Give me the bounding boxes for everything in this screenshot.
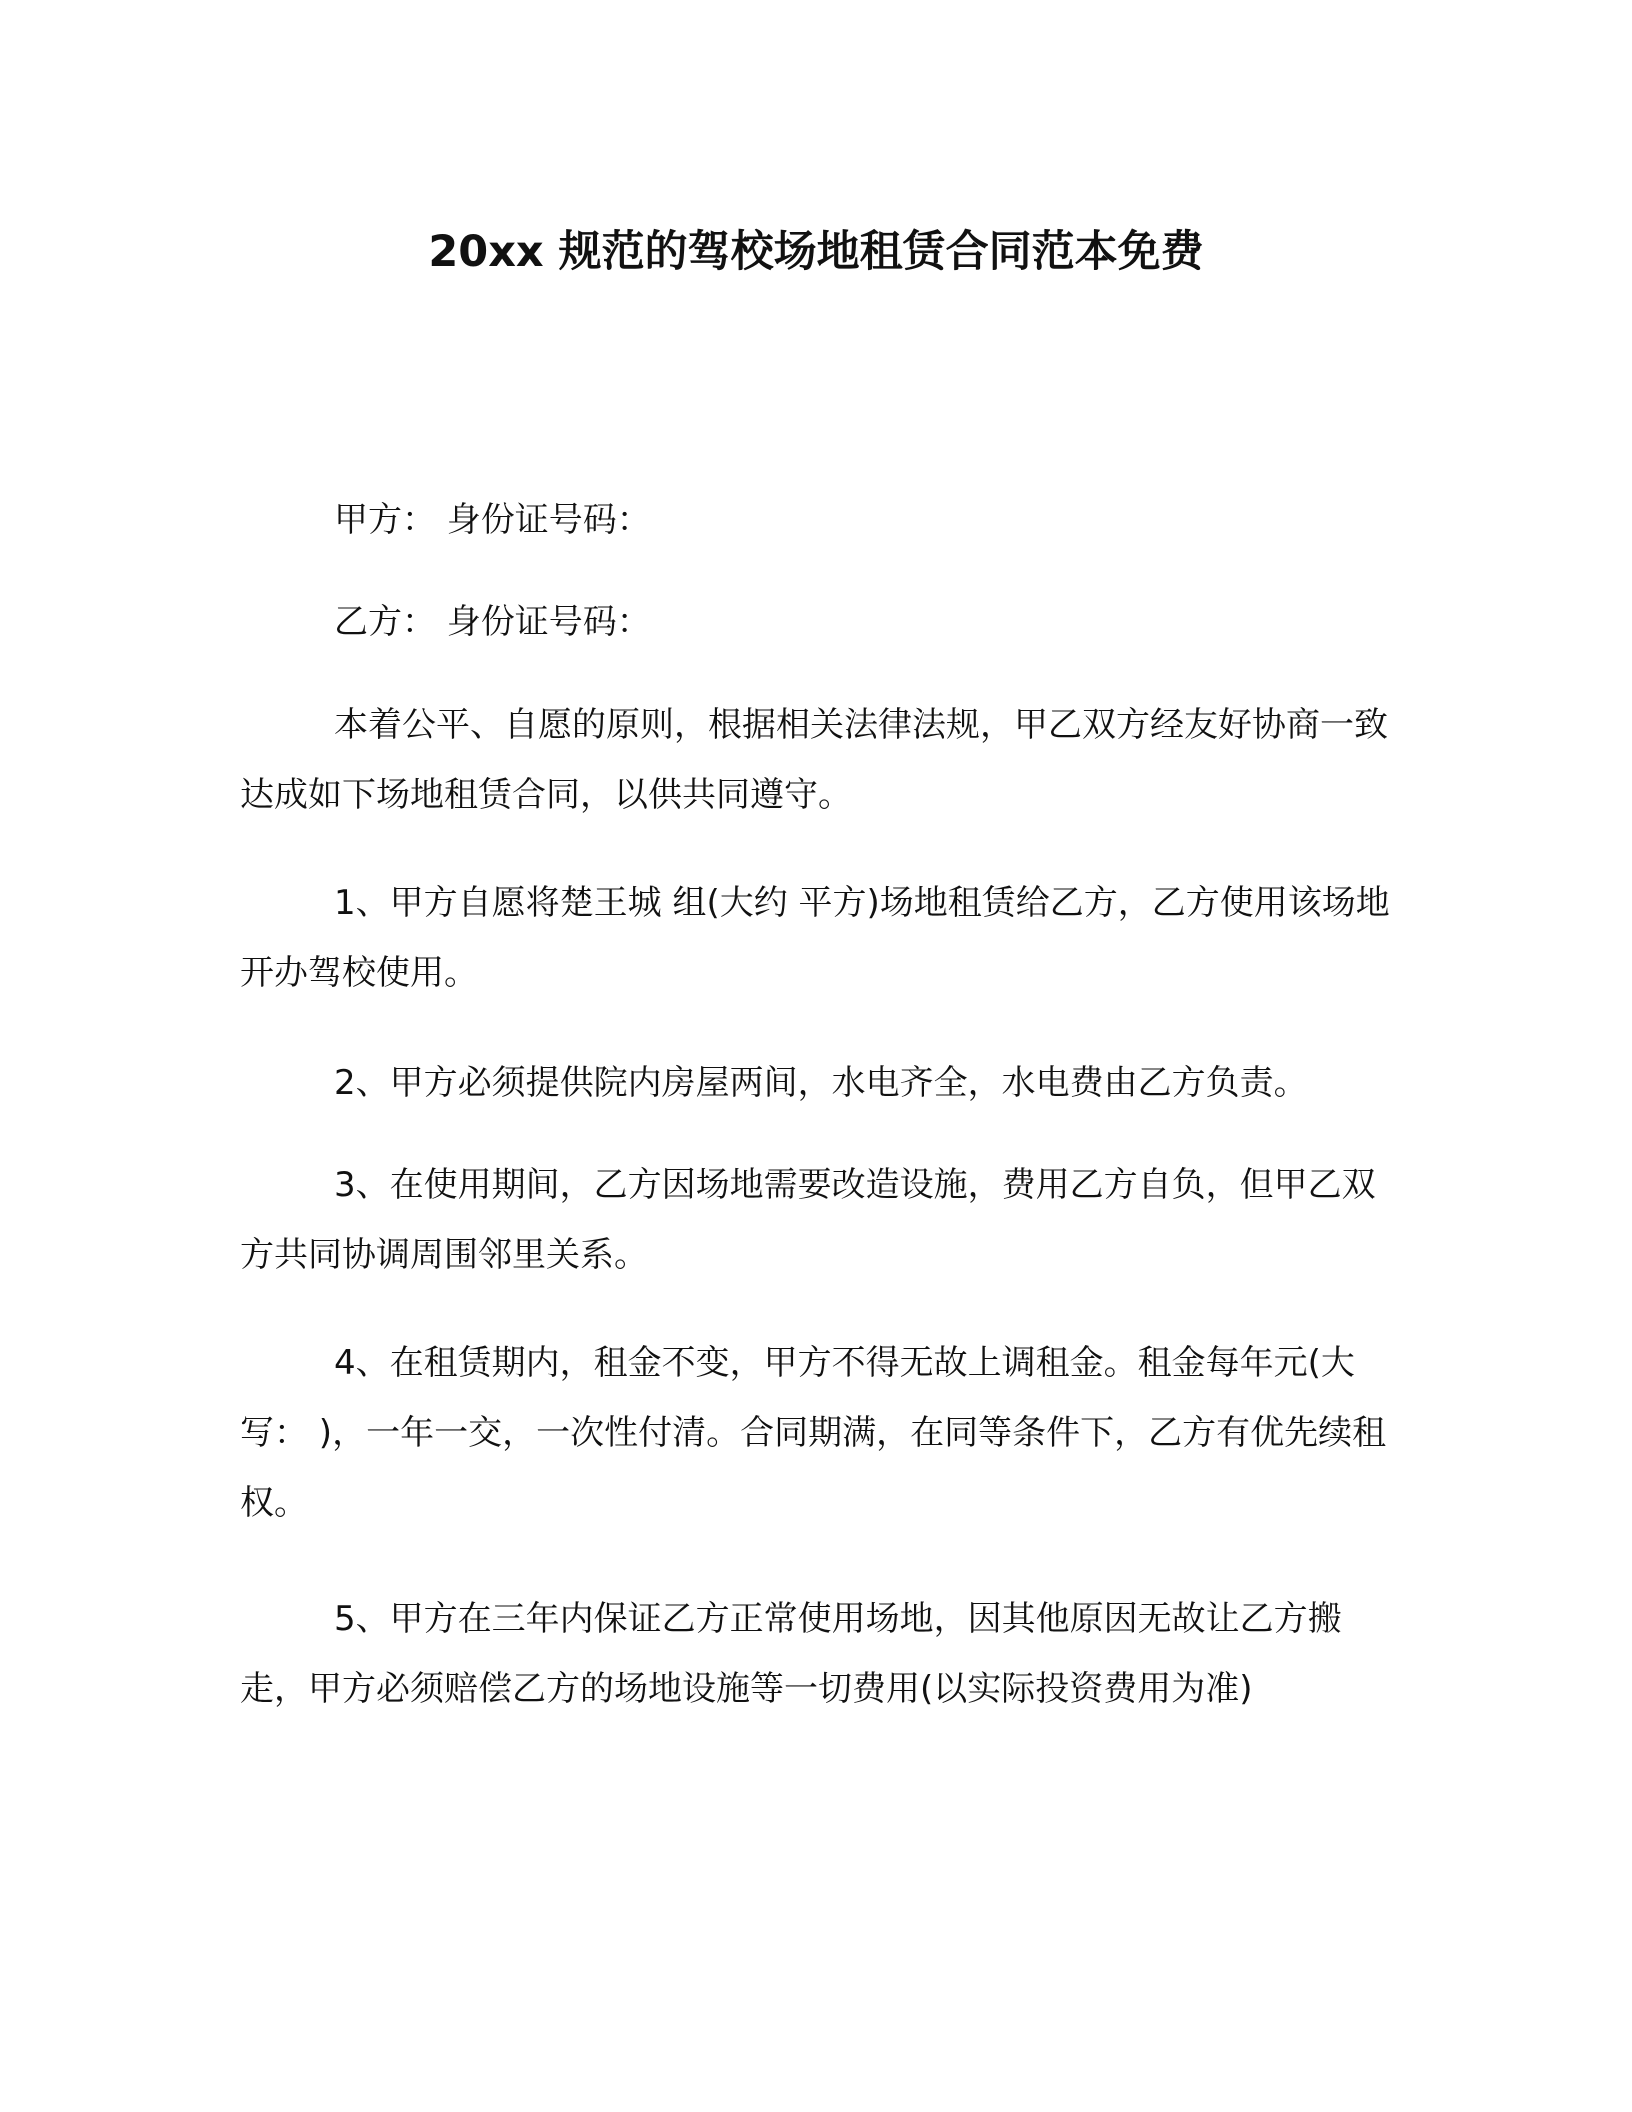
- party-a-line: 甲方： 身份证号码：: [334, 500, 651, 540]
- party-b-line: 乙方： 身份证号码：: [334, 602, 651, 642]
- preamble-paragraph: 本着公平、自愿的原则，根据相关法律法规，甲乙双方经友好协商一致达成如下场地租赁合同，以供共同遵守。: [240, 705, 1388, 815]
- clause-5-paragraph: 5、甲方在三年内保证乙方正常使用场地，因其他原因无故让乙方搬走，甲方必须赔偿乙方的场地设施等一切费用(以实际投资费用为准): [240, 1599, 1342, 1709]
- clause-3-paragraph: 3、在使用期间，乙方因场地需要改造设施，费用乙方自负，但甲乙双方共同协调周围邻里关系。: [240, 1165, 1376, 1275]
- clause-4-paragraph: 4、在租赁期内，租金不变，甲方不得无故上调租金。租金每年元(大写： )，一年一交，一次性付清。合同期满，在同等条件下，乙方有优先续租权。: [240, 1343, 1387, 1523]
- document-title: 20xx 规范的驾校场地租赁合同范本免费: [428, 227, 1204, 277]
- clause-1-paragraph: 1、甲方自愿将楚王城 组(大约 平方)场地租赁给乙方，乙方使用该场地开办驾校使用。: [240, 883, 1390, 993]
- clause-2-paragraph: 2、甲方必须提供院内房屋两间，水电齐全，水电费由乙方负责。: [334, 1063, 1308, 1103]
